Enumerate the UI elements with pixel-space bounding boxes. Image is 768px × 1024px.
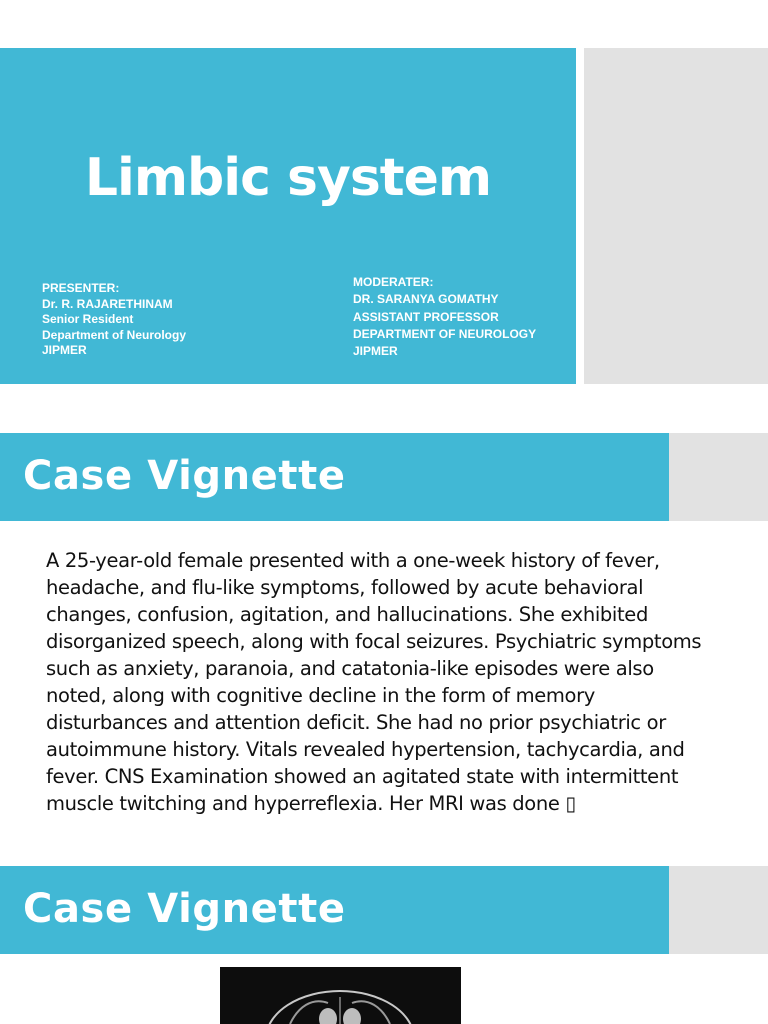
mri-image — [220, 967, 461, 1024]
slide-title: Limbic system — [84, 148, 492, 208]
slide3-header-bar — [0, 866, 669, 954]
slide3-side-block — [669, 866, 768, 954]
presenter-department: Department of Neurology — [42, 327, 187, 342]
slide3-heading: Case Vignette — [23, 886, 346, 932]
moderator-heading: MODERATER: — [353, 275, 434, 289]
title-side-block — [584, 48, 768, 384]
slide2-side-block — [669, 433, 768, 521]
moderator-institution: JIPMER — [353, 344, 398, 359]
case-vignette-text: A 25-year-old female presented with a one-week history of fever, headache, and flu-like symptoms, followed by acute behavioral changes, confusion, agitation, and hallucinations. She exhibited disorganized speech, along with focal seizures. Psychiatric symptoms such as anxiety, paranoia, and catatonia-like episodes were also noted, along with cognitive decline in the form of memory disturbances and attention deficit. She had no prior psychiatric or autoimmune history. Vitals revealed hypertension, tachycardia, and fever. CNS Examination showed an agitated state with intermittent muscle twitching and hyperreflexia. Her MRI was done ▯ — [46, 549, 702, 815]
slide2-header-bar — [0, 433, 669, 521]
title-slide — [0, 48, 768, 384]
moderator-department: DEPARTMENT OF NEUROLOGY — [353, 326, 537, 341]
moderator-name: DR. SARANYA GOMATHY — [353, 292, 499, 307]
presenter-heading: PRESENTER: — [42, 281, 120, 295]
slide2-header — [0, 433, 768, 521]
moderator-role: ASSISTANT PROFESSOR — [353, 309, 499, 324]
presenter-institution: JIPMER — [42, 343, 87, 357]
mri-scan-graphic — [220, 967, 461, 1024]
title-panel — [0, 48, 576, 384]
slide2-heading: Case Vignette — [23, 453, 346, 499]
presenter-name: Dr. R. RAJARETHINAM — [42, 296, 173, 311]
presenter-block — [42, 281, 186, 359]
moderator-block — [353, 274, 536, 360]
slide3-header — [0, 866, 768, 954]
presenter-role: Senior Resident — [42, 312, 134, 326]
